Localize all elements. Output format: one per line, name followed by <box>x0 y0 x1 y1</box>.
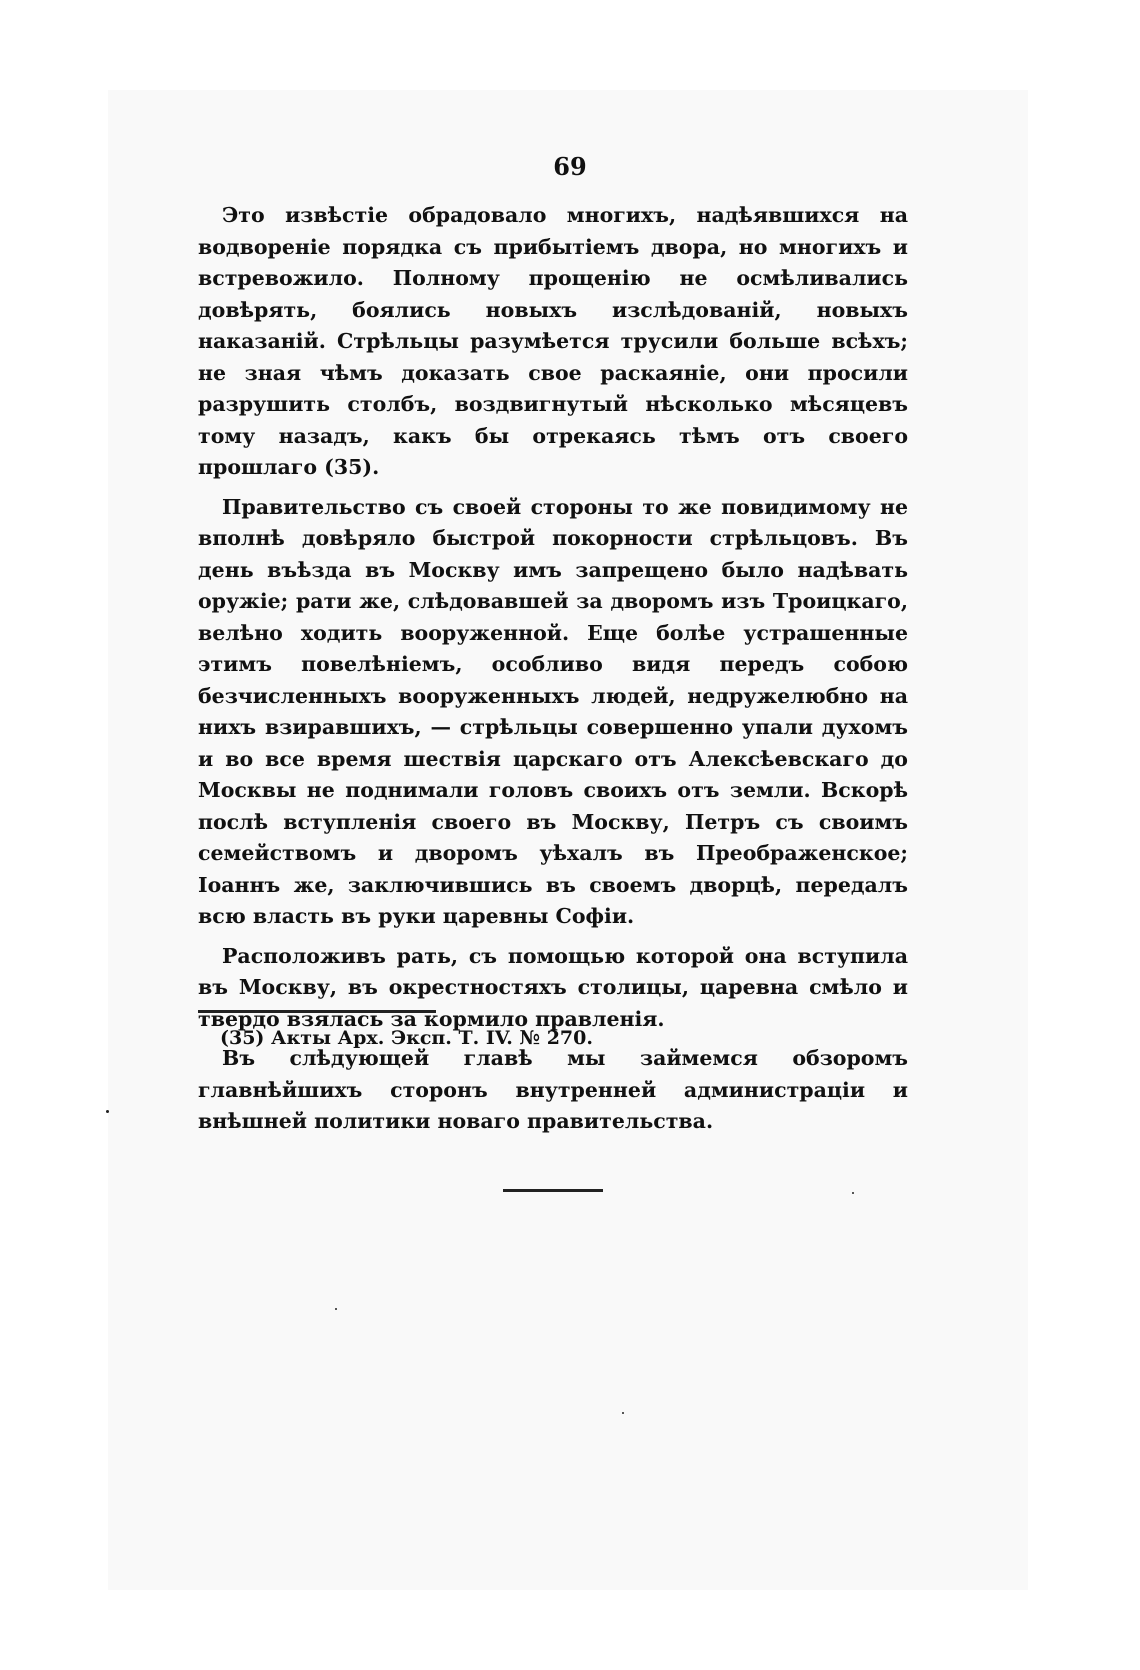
print-speck <box>852 1192 854 1194</box>
chapter-end-rule <box>503 1189 603 1192</box>
paragraph-3: Расположивъ рать, съ помощью которой она вступила въ Москву, въ окрестностяхъ столицы, царевна смѣло и твердо взялась за кормило правленія. <box>198 943 908 1031</box>
print-speck <box>335 1308 337 1310</box>
print-speck <box>106 1110 109 1113</box>
paragraph-4: Въ слѣдующей главѣ мы займемся обзоромъ главнѣйшихъ сторонъ внутренней администраціи и внѣшней политики новаго правительства. <box>198 1046 908 1133</box>
footnote: (35) Акты Арх. Эксп. Т. IV. № 270. <box>220 1027 593 1049</box>
paragraph-1: Это извѣстіе обрадовало многихъ, надѣявшихся на водвореніе порядка съ прибытіемъ двора, но многихъ и встревожило. Полному прощенію не осмѣливались довѣрять, боялись новыхъ изслѣдованій, новыхъ наказаній. Стрѣльцы разумѣется трусили больше всѣхъ; не зная чѣмъ доказать свое раскаяніе, они просили разрушить столбъ, воздвигнутый нѣсколько мѣсяцевъ тому назадъ, какъ бы отрекаясь тѣмъ отъ своего прошлаго (35). <box>198 203 908 479</box>
body-text <box>198 200 908 1138</box>
print-speck <box>622 1412 624 1414</box>
page-number: 69 <box>553 152 587 181</box>
footnote-divider <box>198 1010 436 1013</box>
paragraph-2: Правительство съ своей стороны то же повидимому не вполнѣ довѣряло быстрой покорности стрѣльцовъ. Въ день въѣзда въ Москву имъ запрещено было надѣвать оружіе; рати же, слѣдовавшей за дворомъ изъ Троицкаго, велѣно ходить вооруженной. Еще болѣе устрашенные этимъ повелѣніемъ, особливо видя передъ собою безчисленныхъ вооруженныхъ людей, недружелюбно на нихъ взиравшихъ, — стрѣльцы совершенно упали духомъ и во все время шествія царскаго отъ Алексѣевскаго до Москвы не поднимали головъ своихъ отъ земли. Вскорѣ послѣ вступленія своего въ Москву, Петръ съ своимъ семействомъ и дворомъ уѣхалъ въ Преображенское; Іоаннъ же, заключившись въ своемъ дворцѣ, передалъ всю власть въ руки царевны Софіи. <box>198 494 908 928</box>
